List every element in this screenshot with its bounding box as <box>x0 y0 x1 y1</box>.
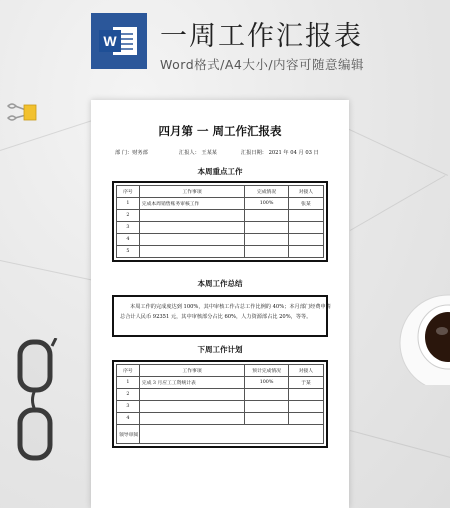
department-field: 部 门：财务部 <box>115 150 148 156</box>
table-row <box>117 377 324 389</box>
table-cell <box>288 210 323 222</box>
column-header: 预计完成情况 <box>245 365 288 377</box>
table-cell <box>245 413 288 425</box>
table-cell <box>139 246 245 258</box>
table-row <box>117 401 324 413</box>
table-cell <box>288 246 323 258</box>
table-cell: 完成 3 月应工工资统计表 <box>139 377 245 389</box>
table-row <box>117 246 324 258</box>
table-cell: 3 <box>117 401 140 413</box>
coffee-cup-icon <box>398 285 450 389</box>
word-icon-letter: W <box>103 33 117 49</box>
summary-line: 总合计人民币 92351 元，其中审核部分占比 60%，人力资源部占比 20%，等等。 <box>120 313 312 320</box>
table-header-row <box>117 365 324 377</box>
marble-vein <box>350 430 450 459</box>
table-row <box>117 198 324 210</box>
reporter-field: 汇报人： 王某某 <box>179 150 217 156</box>
table-cell: 完成本周销售账务审核工作 <box>139 198 245 210</box>
table-cell <box>245 234 288 246</box>
leader-review-label: 领导审阅 <box>117 425 140 444</box>
next-week-table <box>112 360 328 448</box>
leader-review-row <box>117 425 324 444</box>
table-cell: 100% <box>245 198 288 210</box>
table-cell: 4 <box>117 413 140 425</box>
table-cell: 1 <box>117 377 140 389</box>
table-cell <box>245 210 288 222</box>
table-cell <box>245 222 288 234</box>
binder-clip-icon <box>6 100 38 130</box>
table-cell <box>288 222 323 234</box>
column-header: 序号 <box>117 365 140 377</box>
column-header: 对接人 <box>288 365 323 377</box>
report-title: 四月第 一 周工作汇报表 <box>158 124 282 138</box>
key-tasks-table <box>112 181 328 262</box>
table-cell <box>139 401 245 413</box>
section-next-week-title: 下周工作计划 <box>197 345 243 354</box>
eyeglasses-icon <box>14 338 58 472</box>
table-cell: 2 <box>117 210 140 222</box>
table-cell: 2 <box>117 389 140 401</box>
summary-box <box>112 295 331 337</box>
table-cell <box>245 246 288 258</box>
table-cell <box>139 413 245 425</box>
table-cell: 5 <box>117 246 140 258</box>
word-icon <box>91 13 147 69</box>
table-cell <box>139 389 245 401</box>
banner-title: 一周工作汇报表 <box>160 21 363 52</box>
table-cell <box>288 401 323 413</box>
table-row <box>117 210 324 222</box>
section-summary-title: 本周工作总结 <box>197 279 243 288</box>
marble-vein <box>350 175 446 231</box>
table-cell <box>288 234 323 246</box>
summary-line: 本周工作的完成度达到 100%，其中审核工作占总工作比例的 40%；本月部门经费申请 <box>130 304 331 310</box>
table-cell: 1 <box>117 198 140 210</box>
table-header-row <box>117 186 324 198</box>
table-cell <box>245 401 288 413</box>
table-row <box>117 234 324 246</box>
column-header: 工作事项 <box>139 365 245 377</box>
table-cell: 于某 <box>288 377 323 389</box>
table-cell <box>139 222 245 234</box>
table-cell <box>288 389 323 401</box>
table-cell <box>139 210 245 222</box>
table-cell: 3 <box>117 222 140 234</box>
table-cell <box>139 234 245 246</box>
marble-vein <box>0 260 98 282</box>
table-cell: 张某 <box>288 198 323 210</box>
table-row <box>117 413 324 425</box>
table-row <box>117 389 324 401</box>
table-row <box>117 222 324 234</box>
report-paper <box>91 100 349 508</box>
table-cell <box>245 389 288 401</box>
leader-review-cell <box>139 425 323 444</box>
banner-subtitle: Word格式/A4大小/内容可随意编辑 <box>160 57 365 72</box>
column-header: 对接人 <box>288 186 323 198</box>
column-header: 工作事项 <box>139 186 245 198</box>
table-cell: 4 <box>117 234 140 246</box>
column-header: 完成情况 <box>245 186 288 198</box>
table-cell <box>288 413 323 425</box>
report-date-field: 汇报日期： 2021 年 04 月 03 日 <box>241 150 319 156</box>
table-cell: 100% <box>245 377 288 389</box>
section-key-tasks-title: 本周重点工作 <box>197 167 243 176</box>
column-header: 序号 <box>117 186 140 198</box>
